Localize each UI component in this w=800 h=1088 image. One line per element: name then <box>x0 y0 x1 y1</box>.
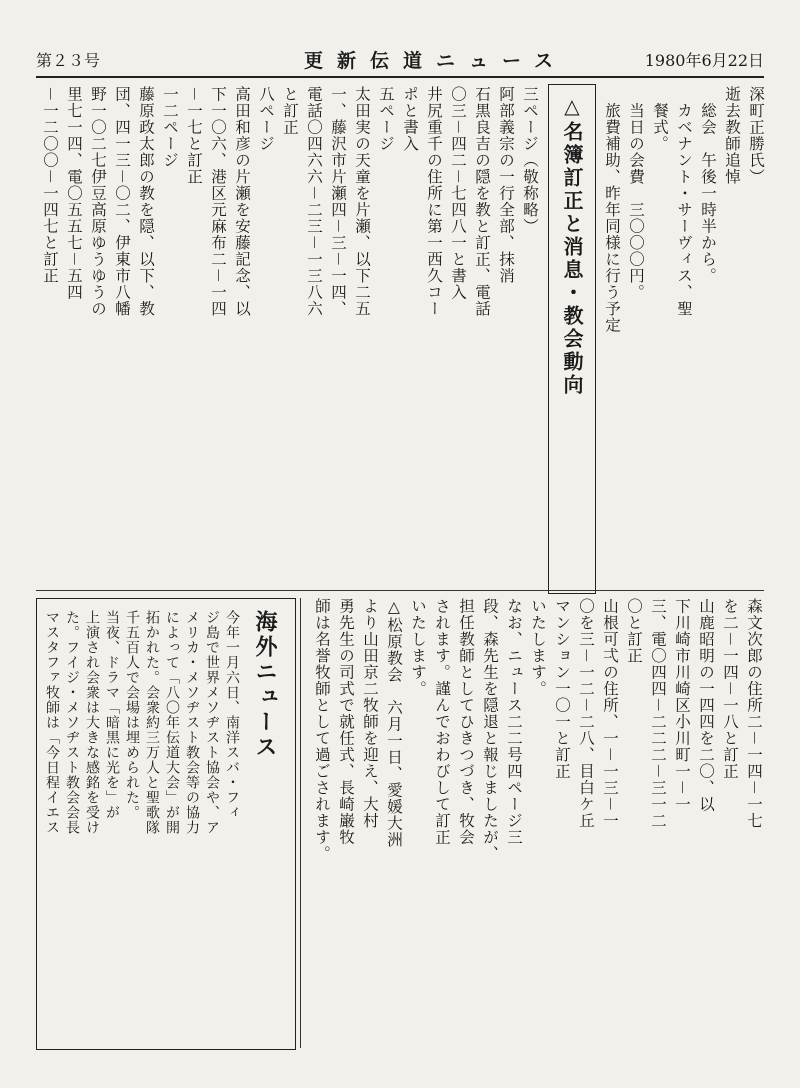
column-divider <box>300 598 301 1048</box>
overseas-news-text: 今年一月六日、南洋スバ・フィ ジ島で世界メソヂスト協会や、ア メリカ・メソヂスト教会等の協力 によって「八〇年伝道大会」が開 拓かれた。会衆約三万人と聖歌隊 千五百人で会場は埋められた。 当夜、ドラマ「暗黒に光を」が 上演され会衆は大きな感銘を受け た。フイジ・メソヂスト教会会長 マスタファ牧師は「今日程イエス <box>44 610 240 835</box>
correction-text-top-body: 三ページ（敬称略） 阿部義宗の一行全部、抹消 石黒良吉の隠を教と訂正、電話 〇三－四二－七四八一と書入 井尻重千の住所に第一西久コー ポと書入 五ページ 太田実の天童を片瀬、以下二五 一、藤沢市片瀬四－三－一四、 電話〇四六六－二三－一三八六 と訂正 八ページ 高田和彦の片瀬を安藤記念、以 下一〇六、港区元麻布二－一四 －一七と訂正 一二ページ 藤原政太郎の教を隠、以下、教 団、四一三－〇二、伊東市八幡 野一〇二七伊豆高原ゆうゆうの 里七一四、電〇五五七－五四 －一二〇〇－一四七と訂正 <box>41 86 539 318</box>
correction-text-top <box>34 86 542 582</box>
newsletter-title: 更新伝道ニュース <box>304 50 568 72</box>
issue-number: 第２３号 <box>36 51 101 70</box>
correction-heading: △名簿訂正と消息・教会動向 <box>560 94 584 397</box>
correction-text-bottom: 森文次郎の住所二－一四－一七 を二－一四－一八と訂正 山鹿昭明の一四四を二〇、以 下川崎市川崎区小川町一－一 三、電〇四四－二二二－三一二 〇と訂正 山根可弌の住所、一－一三－一 〇を三－一二－二八、目白ケ丘 マンション一〇一と訂正 いたします。 なお、ニュース二二号四ページ三 段、森先生を隠退と報じましたが、 担任教師としてひきつづき、牧会 されます。謹んでおわびして訂正 いたします。 △松原教会 六月一日、愛媛大洲 より山田京二牧師を迎え、大村 勇先生の司式で就任式、長崎巌牧 師は名誉牧師として過ごされます。 <box>313 598 763 862</box>
masthead <box>36 46 764 72</box>
overseas-news-heading: 海外ニュース <box>252 610 278 760</box>
middle-rule <box>36 590 764 591</box>
top-right-continuation: 深町正勝氏） 逝去教師追悼 総会 午後一時半から。 カベナント・サーヴィス、聖 餐式。 当日の会費 三〇〇〇円。 旅費補助、昨年同様に行う予定 <box>603 86 765 334</box>
issue-date: 1980年6月22日 <box>644 51 764 70</box>
masthead-rule <box>36 76 764 78</box>
